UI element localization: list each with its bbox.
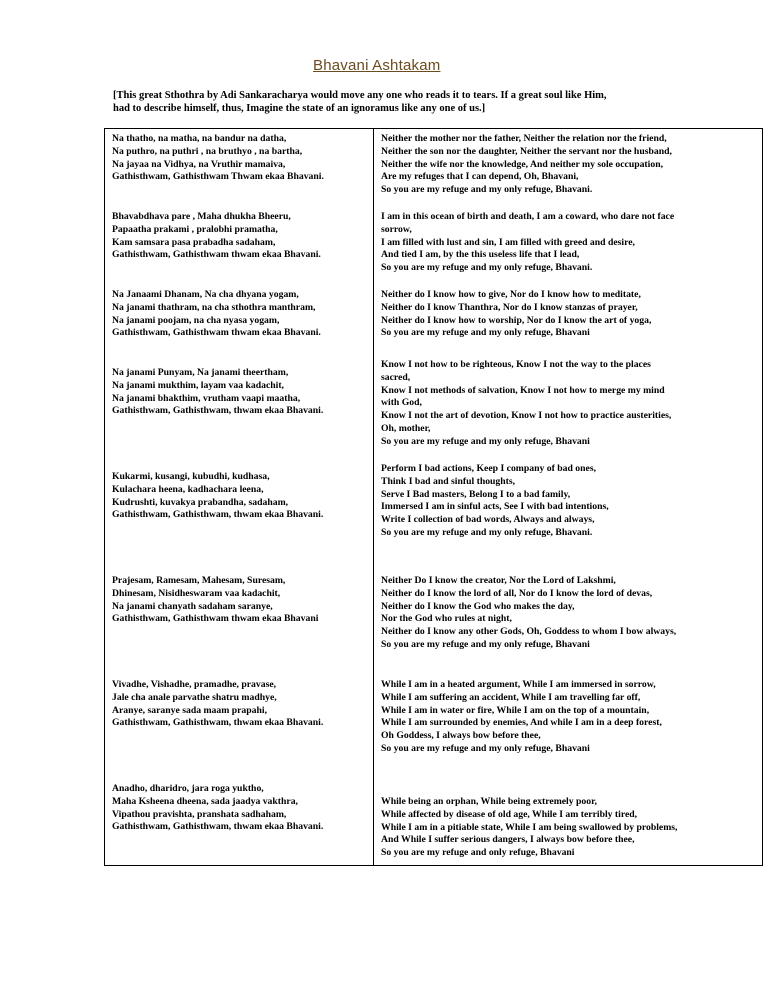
english-line: Neither do I know any other Gods, Oh, Goddess to whom I bow always, [381, 626, 677, 638]
verse-1-english [381, 133, 761, 197]
sanskrit-line: Aranye, saranye sada maam prapahi, [112, 704, 268, 716]
sanskrit-line: Gathisthwam, Gathisthwam, thwam ekaa Bhavani. [112, 717, 324, 729]
sanskrit-line: Gathisthwam, Gathisthwam, thwam ekaa Bhavani. [112, 821, 324, 833]
english-line: While being an orphan, While being extremely poor, [381, 796, 597, 807]
english-line: Neither do I know the God who makes the day, [381, 600, 575, 612]
english-line: Know I not methods of salvation, Know I not how to merge my mind [381, 384, 665, 396]
verse-3-english [381, 289, 761, 340]
verse-6-sanskrit [112, 575, 367, 626]
sanskrit-line: Na Janaami Dhanam, Na cha dhyana yogam, [112, 289, 299, 300]
sanskrit-line: Gathisthwam, Gathisthwam thwam ekaa Bhavani. [112, 327, 321, 339]
english-line: While I am surrounded by enemies, And while I am in a deep forest, [381, 717, 662, 729]
english-line: Neither do I know Thanthra, Nor do I know stanzas of prayer, [381, 301, 638, 313]
sanskrit-line: Gathisthwam, Gathisthwam, thwam ekaa Bhavani. [112, 405, 324, 417]
english-line: So you are my refuge and my only refuge, Bhavani [381, 638, 590, 650]
verse-4-sanskrit [112, 367, 367, 418]
sanskrit-line: Kukarmi, kusangi, kubudhi, kudhasa, [112, 471, 270, 482]
sanskrit-line: Dhinesam, Nisidheswaram vaa kadachit, [112, 587, 281, 599]
verse-2-sanskrit [112, 211, 367, 262]
sanskrit-line: Vipathou pravishta, pranshata sadhaham, [112, 808, 287, 820]
english-line: And tied I am, by the this useless life that I lead, [381, 249, 580, 261]
english-line: So you are my refuge and my only refuge, Bhavani [381, 742, 590, 754]
verse-5-english [381, 463, 761, 540]
sanskrit-line: Kudrushti, kuvakya prabandha, sadaham, [112, 496, 289, 508]
english-line: So you are my refuge and only refuge, Bhavani [381, 847, 575, 859]
english-line: Neither do I know how to worship, Nor do I know the art of yoga, [381, 314, 652, 326]
english-line: So you are my refuge and my only refuge, Bhavani. [381, 184, 593, 196]
sanskrit-line: Na janami chanyath sadaham saranye, [112, 600, 273, 612]
english-line: Nor the God who rules at night, [381, 613, 512, 625]
verse-4-english [381, 359, 761, 449]
verse-1-sanskrit [112, 133, 367, 184]
verse-8-english [381, 796, 761, 860]
sanskrit-line: Na thatho, na matha, na bandur na datha, [112, 133, 287, 144]
english-line: Are my refuges that I can depend, Oh, Bhavani, [381, 171, 579, 183]
english-line: Write I collection of bad words, Always and always, [381, 514, 595, 526]
english-line: Neither Do I know the creator, Nor the Lord of Lakshmi, [381, 575, 616, 586]
sanskrit-line: Kam samsara pasa prabadha sadaham, [112, 236, 276, 248]
english-line: Oh Goddess, I always bow before thee, [381, 730, 541, 742]
english-line: So you are my refuge and my only refuge, Bhavani. [381, 526, 593, 538]
english-line: Neither the wife nor the knowledge, And neither my sole occupation, [381, 158, 664, 170]
english-line: So you are my refuge and my only refuge, Bhavani [381, 327, 590, 339]
verse-2-english [381, 211, 761, 275]
verse-6-english [381, 575, 761, 652]
verse-table [104, 128, 763, 866]
english-line: Neither do I know how to give, Nor do I know how to meditate, [381, 289, 641, 300]
column-divider [373, 129, 374, 865]
english-line: While I am in a pitiable state, While I am being swallowed by problems, [381, 821, 678, 833]
english-line: Know I not the art of devotion, Know I not how to practice austerities, [381, 410, 672, 422]
english-line: I am filled with lust and sin, I am filled with greed and desire, [381, 236, 635, 248]
english-line: Neither the mother nor the father, Neither the relation nor the friend, [381, 133, 667, 144]
english-line: Serve I Bad masters, Belong I to a bad family, [381, 488, 571, 500]
sanskrit-line: Na jayaa na Vidhya, na Vruthir mamaiva, [112, 158, 286, 170]
english-line: So you are my refuge and my only refuge, Bhavani [381, 435, 590, 447]
english-line: sacred, [381, 371, 411, 383]
page-title: Bhavani Ashtakam [313, 57, 441, 74]
sanskrit-line: Na puthro, na puthri , na bruthyo , na bartha, [112, 145, 303, 157]
sanskrit-line: Na janami Punyam, Na janami theertham, [112, 367, 289, 378]
intro-line: had to describe himself, thus, Imagine the state of an ignoramus like any one of us.] [113, 103, 486, 114]
sanskrit-line: Na janami bhakthim, vrutham vaapi maatha, [112, 392, 301, 404]
verse-3-sanskrit [112, 289, 367, 340]
sanskrit-line: Na janami thathram, na cha sthothra manthram, [112, 301, 316, 313]
verse-5-sanskrit [112, 471, 367, 522]
sanskrit-line: Gathisthwam, Gathisthwam thwam ekaa Bhavani. [112, 249, 321, 261]
intro-note [113, 89, 673, 115]
sanskrit-line: Anadho, dharidro, jara roga yuktho, [112, 783, 264, 794]
sanskrit-line: Jale cha anale parvathe shatru madhye, [112, 691, 277, 703]
sanskrit-line: Gathisthwam, Gathisthwam thwam ekaa Bhavani [112, 613, 319, 625]
english-line: with God, [381, 397, 422, 409]
sanskrit-line: Na janami poojam, na cha nyasa yogam, [112, 314, 280, 326]
english-line: Oh, mother, [381, 422, 431, 434]
sanskrit-line: Bhavabdhava pare , Maha dhukha Bheeru, [112, 211, 291, 222]
sanskrit-line: Gathisthwam, Gathisthwam Thwam ekaa Bhavani. [112, 171, 324, 183]
english-line: Neither do I know the lord of all, Nor do I know the lord of devas, [381, 587, 653, 599]
english-line: I am in this ocean of birth and death, I am a coward, who dare not face [381, 211, 675, 222]
verse-7-sanskrit [112, 679, 367, 730]
english-line: While I am in a heated argument, While I am immersed in sorrow, [381, 679, 656, 690]
verse-8-sanskrit [112, 783, 367, 834]
english-line: While I am suffering an accident, While I am travelling far off, [381, 691, 641, 703]
sanskrit-line: Gathisthwam, Gathisthwam, thwam ekaa Bhavani. [112, 509, 324, 521]
english-line: So you are my refuge and my only refuge, Bhavani. [381, 262, 593, 274]
english-line: And While I suffer serious dangers, I always bow before thee, [381, 834, 635, 846]
verse-7-english [381, 679, 761, 756]
sanskrit-line: Vivadhe, Vishadhe, pramadhe, pravase, [112, 679, 277, 690]
english-line: Know I not how to be righteous, Know I not the way to the places [381, 359, 651, 370]
sanskrit-line: Kulachara heena, kadhachara leena, [112, 483, 264, 495]
sanskrit-line: Prajesam, Ramesam, Mahesam, Suresam, [112, 575, 286, 586]
sanskrit-line: Maha Ksheena dheena, sada jaadya vakthra, [112, 795, 298, 807]
english-line: Think I bad and sinful thoughts, [381, 475, 516, 487]
english-line: Immersed I am in sinful acts, See I with bad intentions, [381, 501, 609, 513]
english-line: While I am in water or fire, While I am on the top of a mountain, [381, 704, 650, 716]
sanskrit-line: Na janami mukthim, layam vaa kadachit, [112, 379, 284, 391]
english-line: While affected by disease of old age, While I am terribly tired, [381, 808, 638, 820]
intro-line: [This great Sthothra by Adi Sankaracharya would move any one who reads it to tears. If a great soul like Him, [113, 90, 607, 101]
sanskrit-line: Papaatha prakami , pralobhi pramatha, [112, 223, 278, 235]
english-line: Perform I bad actions, Keep I company of bad ones, [381, 463, 597, 474]
english-line: Neither the son nor the daughter, Neither the servant nor the husband, [381, 145, 672, 157]
english-line: sorrow, [381, 223, 412, 235]
